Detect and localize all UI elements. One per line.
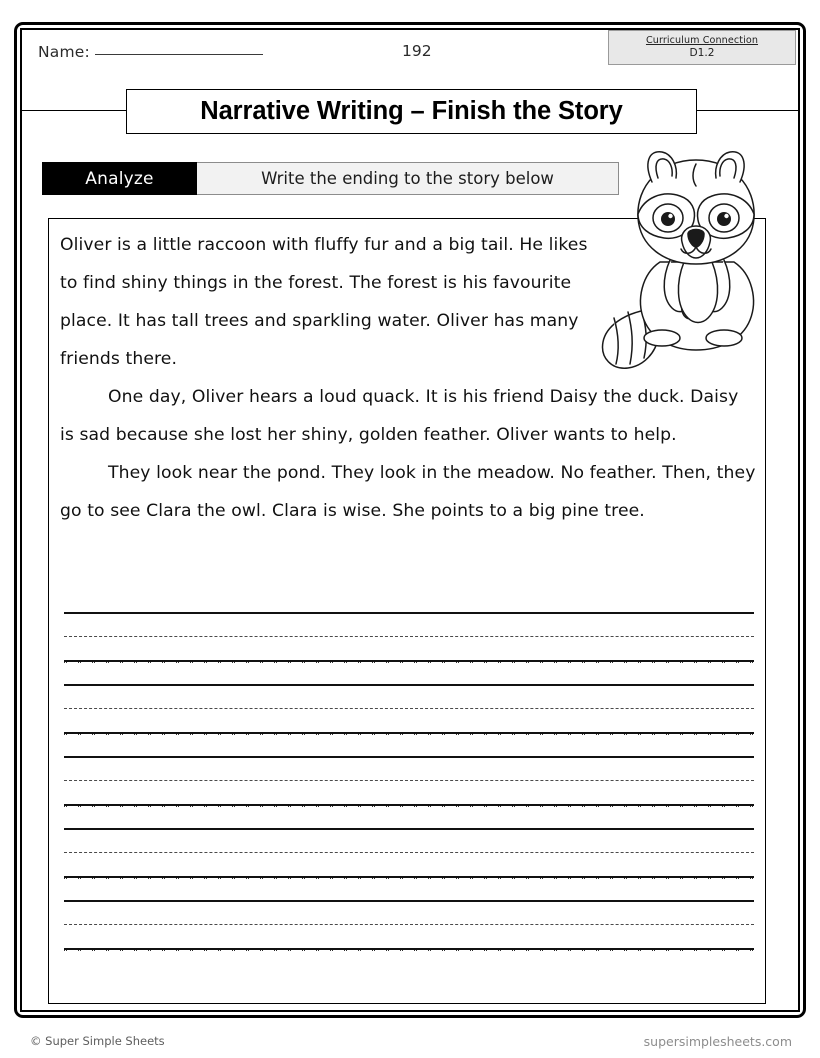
writing-line-hatch <box>64 732 754 735</box>
writing-line-group[interactable] <box>64 612 754 684</box>
writing-line-group[interactable] <box>64 756 754 828</box>
curriculum-connection-title: Curriculum Connection <box>645 35 759 46</box>
raccoon-illustration <box>600 142 792 374</box>
writing-line-middle <box>64 924 754 925</box>
writing-line-group[interactable] <box>64 828 754 900</box>
writing-lines-area[interactable] <box>64 612 754 972</box>
tab-analyze[interactable]: Analyze <box>42 162 197 195</box>
writing-line-middle <box>64 780 754 781</box>
writing-line-top <box>64 756 754 758</box>
writing-line-middle <box>64 852 754 853</box>
writing-line-hatch <box>64 876 754 879</box>
writing-line-middle <box>64 708 754 709</box>
page-number: 192 <box>402 42 432 60</box>
name-field-label <box>38 42 263 61</box>
page-title: Narrative Writing – Finish the Story <box>200 97 623 125</box>
writing-line-hatch <box>64 948 754 951</box>
instruction-text: Write the ending to the story below <box>197 162 619 195</box>
curriculum-connection-code: D1.2 <box>689 47 715 59</box>
footer-copyright: © Super Simple Sheets <box>30 1034 165 1048</box>
writing-line-middle <box>64 636 754 637</box>
curriculum-connection-box <box>608 30 796 65</box>
title-banner <box>126 89 697 134</box>
writing-line-top <box>64 684 754 686</box>
writing-line-top <box>64 612 754 614</box>
writing-line-hatch <box>64 660 754 663</box>
writing-line-group[interactable] <box>64 900 754 972</box>
story-paragraph-1: Oliver is a little raccoon with fluffy fur and a big tail. He likes to find shiny things in the forest. The forest is his favourite place. It has tall trees and sparkling water. Oliver has many friends there. <box>60 235 588 369</box>
name-label-text: Name: <box>38 43 90 61</box>
name-input-blank[interactable] <box>95 42 263 55</box>
activity-strip <box>42 162 619 195</box>
story-paragraph-3: They look near the pond. They look in the meadow. No feather. Then, they go to see Clara the owl. Clara is wise. She points to a big pine tree. <box>60 463 756 521</box>
header-rule-left <box>22 110 126 111</box>
writing-line-hatch <box>64 804 754 807</box>
writing-line-top <box>64 828 754 830</box>
story-paragraph-2: One day, Oliver hears a loud quack. It is his friend Daisy the duck. Daisy is sad because she lost her shiny, golden feather. Oliver wants to help. <box>60 387 739 445</box>
writing-line-group[interactable] <box>64 684 754 756</box>
header-rule-right <box>697 110 798 111</box>
footer-website[interactable]: supersimplesheets.com <box>643 1034 792 1049</box>
writing-line-top <box>64 900 754 902</box>
